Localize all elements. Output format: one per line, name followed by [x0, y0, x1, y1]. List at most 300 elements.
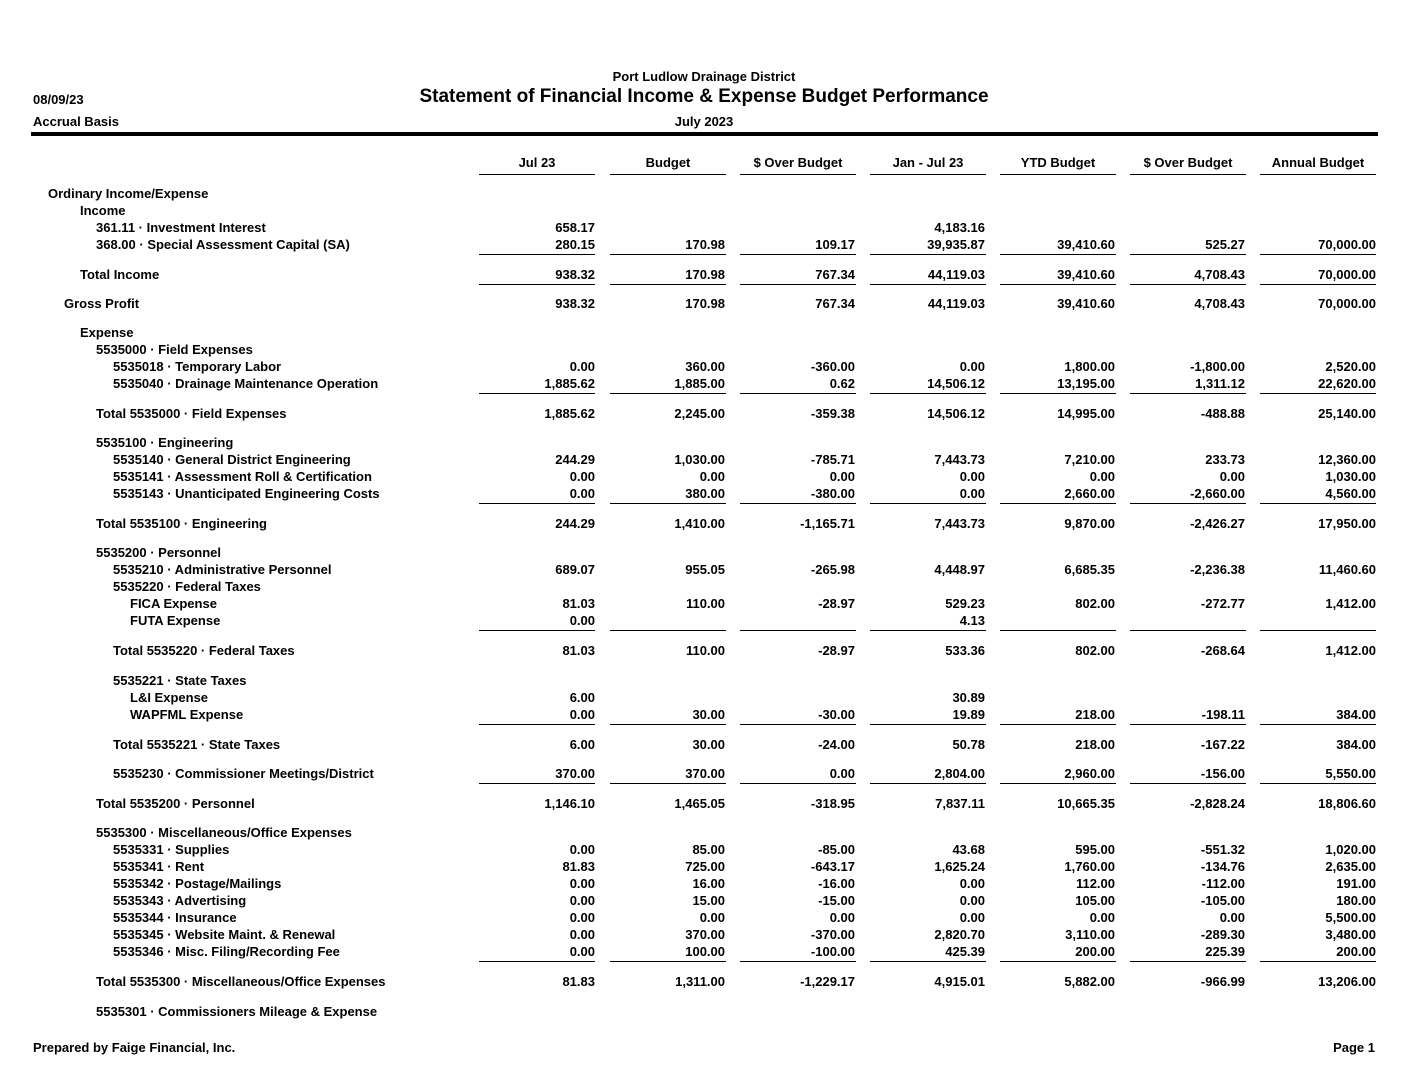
organization-name: Port Ludlow Drainage District	[612, 69, 796, 84]
report-row	[0, 842, 1408, 859]
subtotal-rule	[610, 630, 726, 631]
row-value: 170.98	[685, 267, 725, 282]
row-value: 0.00	[569, 876, 595, 891]
row-label: Expense	[80, 325, 134, 340]
row-value: 17,950.00	[1318, 516, 1376, 531]
row-value: 30.00	[692, 707, 725, 722]
row-value: 6.00	[569, 737, 595, 752]
row-value: 200.00	[1336, 944, 1376, 959]
accounting-basis: Accrual Basis	[33, 114, 119, 129]
row-label: 5535000 · Field Expenses	[96, 342, 253, 357]
column-header: YTD Budget	[1020, 155, 1096, 170]
row-value: 70,000.00	[1318, 296, 1376, 311]
report-title: Statement of Financial Income & Expense Budget Performance	[419, 86, 989, 107]
subtotal-rule	[1130, 393, 1246, 394]
subtotal-rule	[1130, 630, 1246, 631]
report-period: July 2023	[674, 114, 734, 129]
row-value: 0.00	[959, 359, 985, 374]
row-value: 200.00	[1075, 944, 1115, 959]
row-label: Total 5535100 · Engineering	[96, 516, 267, 531]
subtotal-rule	[1000, 783, 1116, 784]
row-value: 0.00	[699, 910, 725, 925]
row-label: 5535346 · Misc. Filing/Recording Fee	[113, 944, 340, 959]
subtotal-rule	[610, 961, 726, 962]
row-value: 2,635.00	[1325, 859, 1376, 874]
row-value: -1,165.71	[800, 516, 855, 531]
row-value: 18,806.60	[1318, 796, 1376, 811]
row-value: 529.23	[945, 596, 985, 611]
report-row	[0, 690, 1408, 707]
report-row	[0, 452, 1408, 469]
row-value: 0.00	[569, 910, 595, 925]
subtotal-rule	[610, 284, 726, 285]
row-value: 802.00	[1075, 596, 1115, 611]
row-value: -1,800.00	[1190, 359, 1245, 374]
row-value: 3,480.00	[1325, 927, 1376, 942]
report-row	[0, 486, 1408, 503]
row-value: 11,460.60	[1318, 562, 1376, 577]
row-value: 1,760.00	[1064, 859, 1115, 874]
row-value: 0.00	[569, 613, 595, 628]
row-label: Total 5535220 · Federal Taxes	[113, 643, 295, 658]
row-value: -167.22	[1200, 737, 1245, 752]
report-row	[0, 516, 1408, 533]
row-value: 767.34	[815, 296, 855, 311]
row-value: 218.00	[1075, 737, 1115, 752]
row-label: Income	[80, 203, 126, 218]
row-value: -265.98	[810, 562, 855, 577]
row-value: 2,804.00	[934, 766, 985, 781]
row-label: Total 5535221 · State Taxes	[113, 737, 281, 752]
row-value: 14,506.12	[927, 376, 985, 391]
row-value: 938.32	[555, 296, 595, 311]
report-row	[0, 342, 1408, 359]
column-header-rule	[479, 174, 595, 175]
subtotal-rule	[740, 503, 856, 504]
row-value: 39,410.60	[1057, 267, 1115, 282]
row-value: 370.00	[685, 766, 725, 781]
row-value: 7,837.11	[935, 796, 985, 811]
page-number: Page 1	[1333, 1040, 1375, 1055]
report-row	[0, 910, 1408, 927]
row-value: 6,685.35	[1064, 562, 1115, 577]
row-value: 191.00	[1336, 876, 1376, 891]
row-value: -85.00	[818, 842, 855, 857]
row-value: 43.68	[952, 842, 985, 857]
row-value: 16.00	[692, 876, 725, 891]
subtotal-rule	[479, 284, 595, 285]
row-value: 360.00	[685, 359, 725, 374]
row-value: 1,311.12	[1195, 376, 1245, 391]
report-row	[0, 579, 1408, 596]
subtotal-rule	[740, 724, 856, 725]
report-row	[0, 766, 1408, 783]
row-label: 5535143 · Unanticipated Engineering Costs	[113, 486, 380, 501]
subtotal-rule	[870, 503, 986, 504]
row-value: -2,828.24	[1190, 796, 1245, 811]
subtotal-rule	[740, 254, 856, 255]
row-label: WAPFML Expense	[130, 707, 244, 722]
column-header: Jul 23	[518, 155, 556, 170]
row-value: 0.00	[569, 842, 595, 857]
subtotal-rule	[610, 254, 726, 255]
row-label: Ordinary Income/Expense	[48, 186, 209, 201]
row-value: 802.00	[1075, 643, 1115, 658]
report-row	[0, 944, 1408, 961]
row-label: 5535343 · Advertising	[113, 893, 247, 908]
column-header-rule	[1260, 174, 1376, 175]
report-row	[0, 469, 1408, 486]
row-value: 30.00	[692, 737, 725, 752]
row-value: 4,915.01	[934, 974, 985, 989]
row-value: 7,210.00	[1064, 452, 1115, 467]
report-row	[0, 613, 1408, 630]
row-value: 0.00	[959, 486, 985, 501]
subtotal-rule	[1000, 961, 1116, 962]
row-value: -488.88	[1200, 406, 1245, 421]
row-value: 110.00	[685, 643, 725, 658]
row-value: -100.00	[810, 944, 855, 959]
row-value: 725.00	[685, 859, 725, 874]
row-value: 533.36	[945, 643, 985, 658]
row-value: 110.00	[685, 596, 725, 611]
subtotal-rule	[1260, 961, 1376, 962]
row-value: 0.00	[569, 927, 595, 942]
subtotal-rule	[479, 630, 595, 631]
row-label: 5535341 · Rent	[113, 859, 205, 874]
subtotal-rule	[479, 783, 595, 784]
row-value: 0.00	[569, 359, 595, 374]
subtotal-rule	[610, 393, 726, 394]
subtotal-rule	[740, 284, 856, 285]
row-value: 525.27	[1205, 237, 1245, 252]
row-value: 384.00	[1336, 707, 1376, 722]
report-row	[0, 876, 1408, 893]
row-value: 1,030.00	[1325, 469, 1376, 484]
row-value: 0.00	[829, 469, 855, 484]
row-label: 5535345 · Website Maint. & Renewal	[113, 927, 336, 942]
subtotal-rule	[1260, 630, 1376, 631]
report-row	[0, 220, 1408, 237]
row-value: 4,708.43	[1194, 267, 1245, 282]
row-value: 938.32	[555, 267, 595, 282]
row-value: -643.17	[810, 859, 855, 874]
row-value: 1,885.62	[544, 406, 595, 421]
subtotal-rule	[479, 254, 595, 255]
row-value: 7,443.73	[934, 452, 985, 467]
subtotal-rule	[870, 724, 986, 725]
row-value: 6.00	[569, 690, 595, 705]
row-value: 1,412.00	[1325, 643, 1376, 658]
row-value: 112.00	[1075, 876, 1115, 891]
row-value: 105.00	[1075, 893, 1115, 908]
row-value: 25,140.00	[1318, 406, 1376, 421]
row-value: 39,410.60	[1057, 296, 1115, 311]
subtotal-rule	[1000, 503, 1116, 504]
report-row	[0, 673, 1408, 690]
subtotal-rule	[870, 961, 986, 962]
row-value: 0.00	[829, 766, 855, 781]
subtotal-rule	[1130, 783, 1246, 784]
row-value: 85.00	[692, 842, 725, 857]
row-value: 30.89	[952, 690, 985, 705]
report-row	[0, 707, 1408, 724]
row-value: 0.00	[959, 876, 985, 891]
row-value: 2,520.00	[1325, 359, 1376, 374]
row-label: 5535230 · Commissioner Meetings/District	[113, 766, 374, 781]
row-value: 4,708.43	[1194, 296, 1245, 311]
row-label: 5535342 · Postage/Mailings	[113, 876, 282, 891]
row-label: Gross Profit	[64, 296, 140, 311]
subtotal-rule	[870, 783, 986, 784]
report-row	[0, 737, 1408, 754]
row-value: 0.00	[699, 469, 725, 484]
row-label: Total Income	[80, 267, 160, 282]
subtotal-rule	[479, 393, 595, 394]
row-label: 5535018 · Temporary Labor	[113, 359, 282, 374]
report-row	[0, 893, 1408, 910]
column-header: Annual Budget	[1271, 155, 1365, 170]
row-value: -551.32	[1200, 842, 1245, 857]
subtotal-rule	[1000, 284, 1116, 285]
subtotal-rule	[1260, 503, 1376, 504]
row-value: 1,146.10	[544, 796, 595, 811]
row-label: 361.11 · Investment Interest	[96, 220, 266, 235]
row-value: 1,020.00	[1325, 842, 1376, 857]
row-value: 1,030.00	[674, 452, 725, 467]
row-value: -28.97	[818, 596, 855, 611]
subtotal-rule	[1260, 284, 1376, 285]
row-value: -156.00	[1200, 766, 1245, 781]
row-value: 13,195.00	[1057, 376, 1115, 391]
row-label: FICA Expense	[130, 596, 217, 611]
subtotal-rule	[1130, 503, 1246, 504]
row-value: -2,426.27	[1190, 516, 1245, 531]
subtotal-rule	[870, 254, 986, 255]
subtotal-rule	[610, 724, 726, 725]
row-value: 280.15	[555, 237, 595, 252]
row-value: 19.89	[952, 707, 985, 722]
subtotal-rule	[1130, 724, 1246, 725]
subtotal-rule	[1000, 393, 1116, 394]
row-value: 5,550.00	[1325, 766, 1376, 781]
row-value: 12,360.00	[1318, 452, 1376, 467]
report-row	[0, 562, 1408, 579]
prepared-by: Prepared by Faige Financial, Inc.	[33, 1040, 236, 1055]
report-row	[0, 859, 1408, 876]
report-row	[0, 435, 1408, 452]
row-value: 767.34	[815, 267, 855, 282]
subtotal-rule	[1000, 724, 1116, 725]
report-row	[0, 186, 1408, 203]
row-value: 44,119.03	[927, 267, 985, 282]
row-value: 170.98	[685, 296, 725, 311]
subtotal-rule	[870, 630, 986, 631]
row-value: 425.39	[945, 944, 985, 959]
row-value: 225.39	[1205, 944, 1245, 959]
row-value: -370.00	[810, 927, 855, 942]
row-value: -966.99	[1200, 974, 1245, 989]
report-row	[0, 359, 1408, 376]
row-value: 1,465.05	[674, 796, 725, 811]
row-value: -268.64	[1200, 643, 1245, 658]
row-value: 70,000.00	[1318, 267, 1376, 282]
subtotal-rule	[1130, 284, 1246, 285]
report-row	[0, 596, 1408, 613]
row-value: 0.00	[829, 910, 855, 925]
report-row	[0, 1004, 1408, 1021]
row-label: 5535300 · Miscellaneous/Office Expenses	[96, 825, 352, 840]
column-header-rule	[870, 174, 986, 175]
row-value: 7,443.73	[934, 516, 985, 531]
column-header-rule	[1130, 174, 1246, 175]
row-value: 9,870.00	[1064, 516, 1115, 531]
row-value: 0.62	[829, 376, 855, 391]
row-value: -272.77	[1200, 596, 1245, 611]
row-value: 10,665.35	[1057, 796, 1115, 811]
row-value: 384.00	[1336, 737, 1376, 752]
subtotal-rule	[610, 783, 726, 784]
row-value: -112.00	[1201, 876, 1245, 891]
row-value: 109.17	[815, 237, 855, 252]
row-value: 39,935.87	[927, 237, 985, 252]
row-value: 370.00	[685, 927, 725, 942]
subtotal-rule	[870, 393, 986, 394]
row-value: 370.00	[555, 766, 595, 781]
row-value: 1,885.00	[674, 376, 725, 391]
row-value: 244.29	[555, 516, 595, 531]
subtotal-rule	[740, 961, 856, 962]
row-label: Total 5535200 · Personnel	[96, 796, 255, 811]
subtotal-rule	[1000, 630, 1116, 631]
report-date: 08/09/23	[33, 92, 84, 107]
row-value: 244.29	[555, 452, 595, 467]
report-row	[0, 296, 1408, 313]
subtotal-rule	[740, 783, 856, 784]
report-row	[0, 406, 1408, 423]
subtotal-rule	[479, 503, 595, 504]
subtotal-rule	[870, 284, 986, 285]
row-label: 5535220 · Federal Taxes	[113, 579, 261, 594]
row-value: 15.00	[692, 893, 725, 908]
row-label: L&I Expense	[130, 690, 209, 705]
row-value: 22,620.00	[1318, 376, 1376, 391]
row-value: -134.76	[1200, 859, 1245, 874]
subtotal-rule	[1000, 254, 1116, 255]
column-header: Jan - Jul 23	[892, 155, 964, 170]
report-row	[0, 974, 1408, 991]
report-row	[0, 267, 1408, 284]
row-value: 81.03	[562, 643, 595, 658]
row-value: 39,410.60	[1057, 237, 1115, 252]
row-value: -2,236.38	[1190, 562, 1245, 577]
row-value: 44,119.03	[927, 296, 985, 311]
subtotal-rule	[740, 393, 856, 394]
row-value: 2,245.00	[674, 406, 725, 421]
row-value: -105.00	[1200, 893, 1245, 908]
row-value: -289.30	[1200, 927, 1245, 942]
row-value: -1,229.17	[800, 974, 855, 989]
row-value: 180.00	[1336, 893, 1376, 908]
report-row	[0, 643, 1408, 660]
row-value: 0.00	[1219, 910, 1245, 925]
row-value: -785.71	[810, 452, 855, 467]
row-value: 81.83	[562, 974, 595, 989]
row-value: 0.00	[959, 910, 985, 925]
report-row	[0, 237, 1408, 254]
row-value: -24.00	[818, 737, 855, 752]
row-value: 1,885.62	[544, 376, 595, 391]
row-value: 81.83	[562, 859, 595, 874]
row-value: 13,206.00	[1318, 974, 1376, 989]
row-value: 4,560.00	[1325, 486, 1376, 501]
row-label: 5535100 · Engineering	[96, 435, 234, 450]
row-label: 5535331 · Supplies	[113, 842, 230, 857]
subtotal-rule	[1130, 254, 1246, 255]
row-value: 5,882.00	[1064, 974, 1115, 989]
subtotal-rule	[1260, 724, 1376, 725]
row-value: -359.38	[810, 406, 855, 421]
row-value: -360.00	[810, 359, 855, 374]
row-label: Total 5535300 · Miscellaneous/Office Expenses	[96, 974, 386, 989]
row-value: 0.00	[569, 893, 595, 908]
row-label: Total 5535000 · Field Expenses	[96, 406, 287, 421]
subtotal-rule	[1260, 393, 1376, 394]
row-value: 70,000.00	[1318, 237, 1376, 252]
row-value: 2,820.70	[934, 927, 985, 942]
report-row	[0, 325, 1408, 342]
row-label: 368.00 · Special Assessment Capital (SA)	[96, 237, 350, 252]
row-value: -380.00	[810, 486, 855, 501]
column-header: $ Over Budget	[753, 155, 843, 170]
row-value: 0.00	[569, 707, 595, 722]
row-value: 1,800.00	[1064, 359, 1115, 374]
subtotal-rule	[479, 724, 595, 725]
subtotal-rule	[1130, 961, 1246, 962]
row-value: -15.00	[818, 893, 855, 908]
row-value: 689.07	[555, 562, 595, 577]
row-value: 4.13	[959, 613, 985, 628]
row-value: 218.00	[1075, 707, 1115, 722]
row-value: 595.00	[1075, 842, 1115, 857]
row-value: 1,311.00	[675, 974, 725, 989]
row-value: 0.00	[1219, 469, 1245, 484]
column-header: $ Over Budget	[1143, 155, 1233, 170]
header-rule	[31, 132, 1378, 136]
row-label: 5535200 · Personnel	[96, 545, 222, 560]
row-value: 0.00	[569, 486, 595, 501]
row-value: 0.00	[569, 944, 595, 959]
row-value: 380.00	[685, 486, 725, 501]
column-header: Budget	[645, 155, 691, 170]
row-label: 5535221 · State Taxes	[113, 673, 247, 688]
row-value: 14,506.12	[927, 406, 985, 421]
row-value: 3,110.00	[1065, 927, 1115, 942]
subtotal-rule	[740, 630, 856, 631]
column-header-rule	[1000, 174, 1116, 175]
report-row	[0, 825, 1408, 842]
row-value: 14,995.00	[1057, 406, 1115, 421]
row-value: -28.97	[818, 643, 855, 658]
row-value: -30.00	[818, 707, 855, 722]
row-value: 0.00	[1089, 469, 1115, 484]
row-value: 5,500.00	[1325, 910, 1376, 925]
row-label: 5535344 · Insurance	[113, 910, 237, 925]
row-value: 4,448.97	[934, 562, 985, 577]
report-row	[0, 927, 1408, 944]
row-value: 0.00	[959, 893, 985, 908]
column-header-rule	[740, 174, 856, 175]
